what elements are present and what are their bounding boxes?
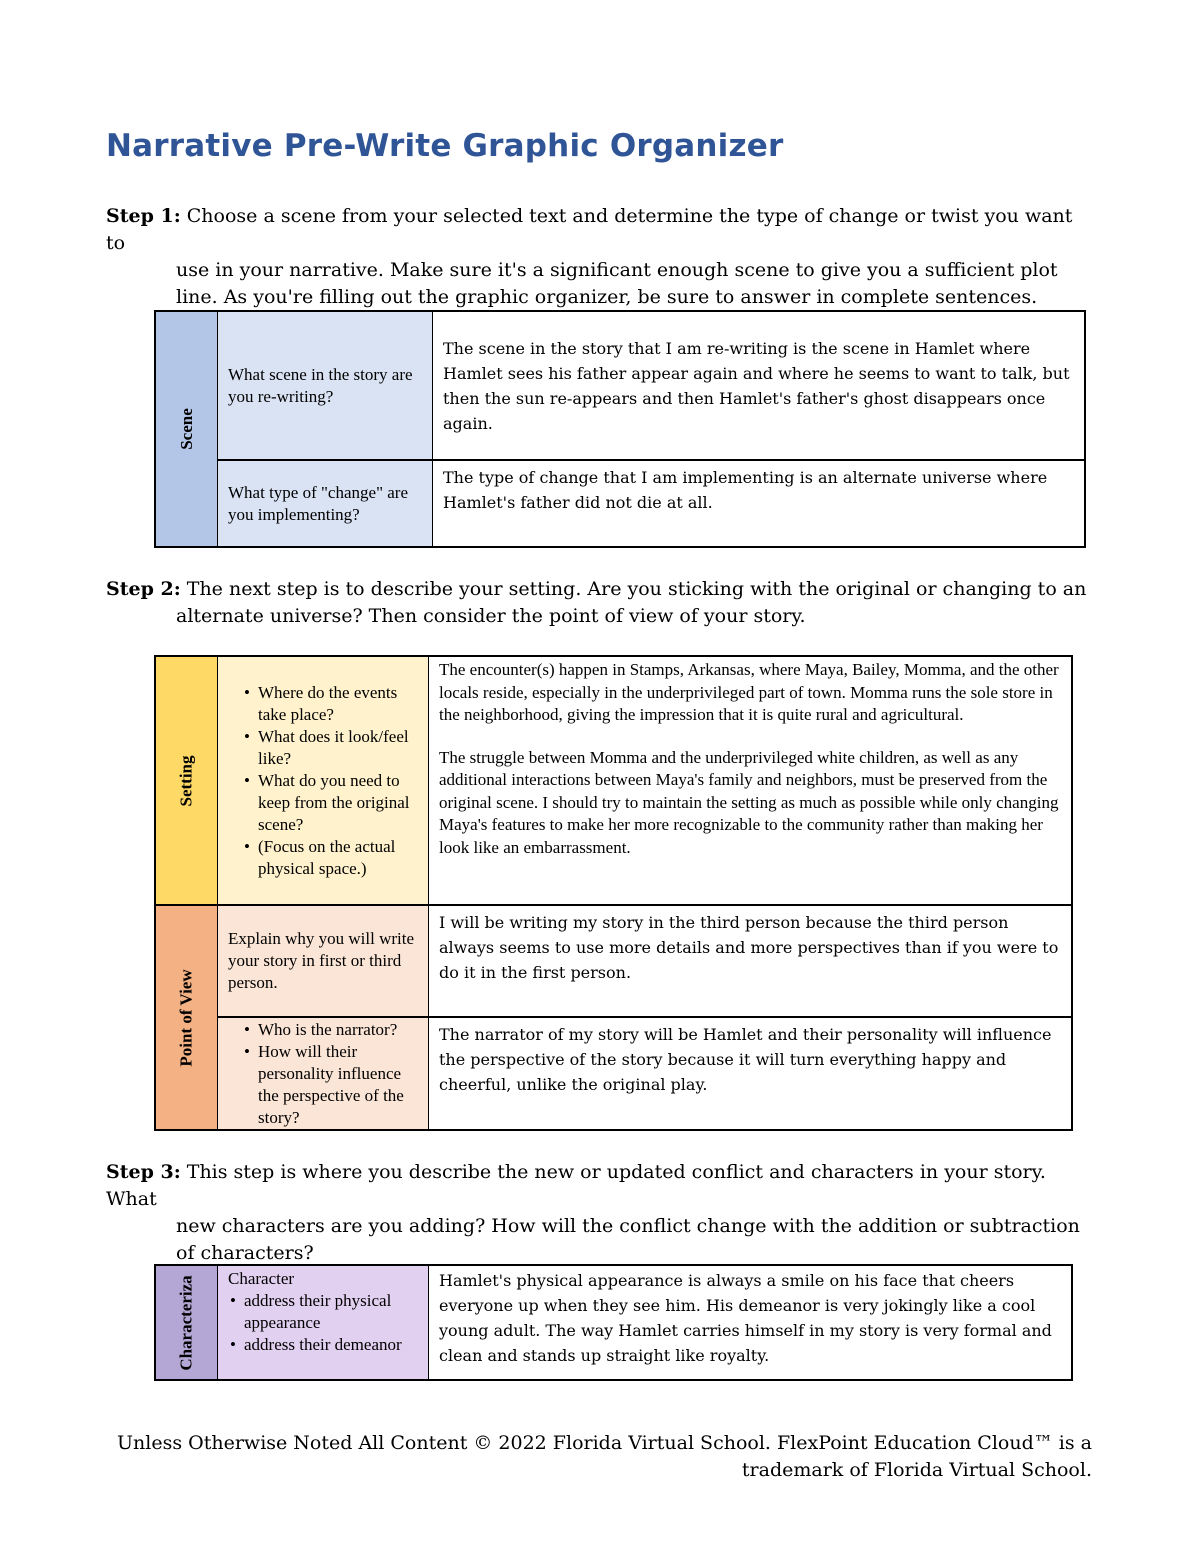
setting-question-2: • What does it look/feel like? [258, 726, 418, 770]
setting-pov-table [154, 655, 1073, 1131]
step2-label: Step 2: [106, 578, 181, 600]
scene-answer-2-text: The type of change that I am implementing is an alternate universe where Hamlet's father did not die at all. [443, 468, 1048, 512]
scene-answer-1-text: The scene in the story that I am re-writing is the scene in Hamlet where Hamlet sees his father appear again and where he seems to want to talk, but then the sun re-appears and then Hamlet's father's ghost disappears once again. [443, 338, 1070, 433]
pov-question-list [243, 1019, 418, 1129]
pov-question-3: • How will their personality influence the perspective of the story? [258, 1041, 418, 1129]
setting-question-3: • What do you need to keep from the original scene? [258, 770, 418, 836]
characterization-question-1: • address their physical appearance [244, 1290, 418, 1334]
step3-label: Step 3: [106, 1161, 181, 1183]
setting-answer-paragraph-2: The struggle between Momma and the underprivileged white children, as well as any additional interactions between Maya's family and neighbors, must be preserved from the original scene. I should try to maintain the setting as much as possible while only changing Maya's features to make her more recognizable to the community rather than making her look like an embarrassment. [439, 747, 1059, 857]
scene-answer-1 [433, 312, 1084, 461]
footer-line-1: Unless Otherwise Noted All Content © 2022 Florida Virtual School. FlexPoint Education Cloud™ is a [117, 1432, 1092, 1454]
scene-side-header [156, 312, 218, 546]
characterization-answer [429, 1266, 1071, 1379]
pov-answer-2-text: The narrator of my story will be Hamlet and their personality will influence the perspective of the story because it will turn everything happy and cheerful, unlike the original play. [439, 1025, 1052, 1094]
characterization-question-list [228, 1290, 418, 1356]
scene-table [154, 310, 1086, 548]
step3-instructions [106, 1159, 1096, 1267]
characterization-side-header [156, 1266, 218, 1379]
scene-answer-2 [433, 461, 1084, 546]
characterization-side-label: Characteriza [176, 1274, 196, 1371]
step1-text-rest: use in your narrative. Make sure it's a significant enough scene to give you a sufficient plot line. As you're filling out the graphic organizer, be sure to answer in complete sentences. [176, 259, 1058, 308]
footer-copyright [112, 1430, 1092, 1484]
scene-question-2-text: What type of "change" are you implementing? [228, 482, 409, 524]
step1-text-first: Choose a scene from your selected text and determine the type of change or twist you want to [106, 205, 1073, 254]
scene-side-label: Scene [176, 408, 196, 450]
scene-question-2 [218, 461, 433, 546]
pov-side-label: Point of View [176, 968, 196, 1067]
characterization-table [154, 1264, 1073, 1381]
characterization-question-2: • address their demeanor [244, 1334, 418, 1356]
pov-answer-1-text: I will be writing my story in the third person because the third person always seems to use more details and more perspectives than if you were to do it in the first person. [439, 913, 1059, 982]
step3-text-first: This step is where you describe the new or updated conflict and characters in your story. What [106, 1161, 1046, 1210]
setting-question-4: • (Focus on the actual physical space.) [258, 836, 418, 880]
step1-instructions [106, 203, 1096, 311]
setting-questions [218, 657, 429, 906]
step2-instructions [106, 576, 1096, 630]
step3-text-rest: new characters are you adding? How will the conflict change with the addition or subtraction of characters? [176, 1215, 1080, 1264]
characterization-heading: Character [228, 1269, 295, 1288]
page-title: Narrative Pre-Write Graphic Organizer [106, 128, 784, 164]
pov-question-2: • Who is the narrator? [258, 1019, 418, 1041]
setting-answer [429, 657, 1071, 906]
pov-answer-2 [429, 1018, 1071, 1129]
pov-side-header [156, 906, 218, 1129]
characterization-answer-text: Hamlet's physical appearance is always a smile on his face that cheers everyone up when they see him. His demeanor is very jokingly like a cool young adult. The way Hamlet carries himself in my story is very formal and clean and stands up straight like royalty. [439, 1271, 1052, 1365]
setting-side-label: Setting [176, 755, 196, 806]
setting-question-list [243, 682, 418, 880]
footer-line-2: trademark of Florida Virtual School. [741, 1459, 1092, 1481]
setting-answer-paragraph-1: The encounter(s) happen in Stamps, Arkansas, where Maya, Bailey, Momma, and the other locals reside, especially in the underprivileged part of town. Momma runs the sole store in the neighborhood, giving the impression that it is quite rural and agricultural. [439, 660, 1059, 724]
pov-question-1-text: Explain why you will write your story in first or third person. [228, 929, 415, 992]
pov-answer-1 [429, 906, 1071, 1018]
step2-text-first: The next step is to describe your setting. Are you sticking with the original or changing to an [180, 578, 1087, 600]
step2-text-rest: alternate universe? Then consider the point of view of your story. [176, 605, 806, 627]
pov-question-1 [218, 906, 429, 1018]
scene-question-1-text: What scene in the story are you re-writing? [228, 364, 413, 406]
pov-questions-2 [218, 1018, 429, 1129]
characterization-questions [218, 1266, 429, 1379]
setting-question-1: • Where do the events take place? [258, 682, 418, 726]
setting-side-header [156, 657, 218, 906]
step1-label: Step 1: [106, 205, 181, 227]
scene-question-1 [218, 312, 433, 461]
